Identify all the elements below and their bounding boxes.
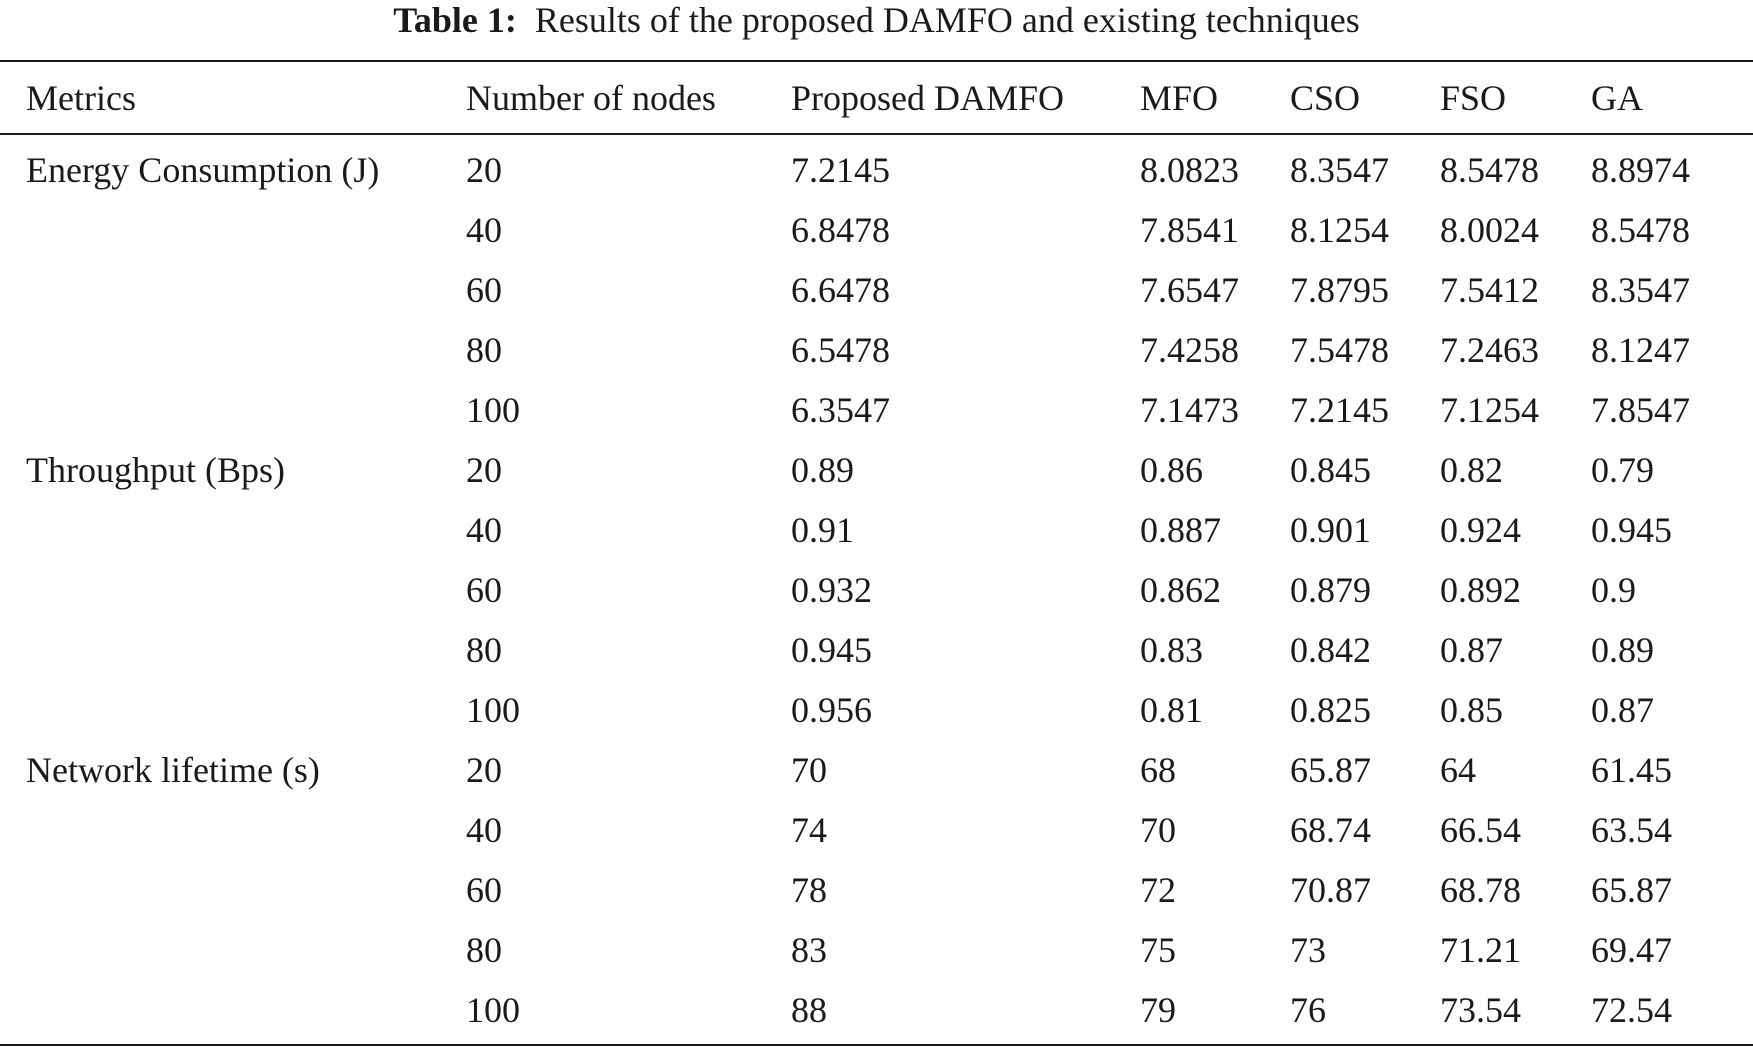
metric-label: Energy Consumption (J) xyxy=(26,150,380,190)
node-count-cell: 60 xyxy=(466,870,502,910)
value-cell: 0.9 xyxy=(1591,570,1636,610)
value-cell: 68.78 xyxy=(1440,870,1521,910)
metric-label: Network lifetime (s) xyxy=(26,750,320,790)
table-caption xyxy=(0,0,1753,40)
node-count-cell: 40 xyxy=(466,810,502,850)
value-cell: 79 xyxy=(1140,990,1176,1030)
table-bottom-rule xyxy=(0,1044,1753,1046)
value-cell: 0.89 xyxy=(1591,630,1654,670)
value-cell: 70 xyxy=(1140,810,1176,850)
value-cell: 65.87 xyxy=(1591,870,1672,910)
node-count-cell: 20 xyxy=(466,150,502,190)
value-cell: 7.8547 xyxy=(1591,390,1690,430)
column-header: GA xyxy=(1591,78,1643,118)
value-cell: 0.892 xyxy=(1440,570,1521,610)
value-cell: 83 xyxy=(791,930,827,970)
value-cell: 0.862 xyxy=(1140,570,1221,610)
value-cell: 73 xyxy=(1290,930,1326,970)
value-cell: 0.87 xyxy=(1591,690,1654,730)
value-cell: 73.54 xyxy=(1440,990,1521,1030)
value-cell: 0.945 xyxy=(791,630,872,670)
value-cell: 7.5412 xyxy=(1440,270,1539,310)
value-cell: 0.842 xyxy=(1290,630,1371,670)
value-cell: 65.87 xyxy=(1290,750,1371,790)
value-cell: 70.87 xyxy=(1290,870,1371,910)
value-cell: 6.8478 xyxy=(791,210,890,250)
node-count-cell: 40 xyxy=(466,210,502,250)
value-cell: 0.901 xyxy=(1290,510,1371,550)
value-cell: 64 xyxy=(1440,750,1476,790)
node-count-cell: 100 xyxy=(466,690,520,730)
value-cell: 7.6547 xyxy=(1140,270,1239,310)
value-cell: 0.879 xyxy=(1290,570,1371,610)
value-cell: 7.8795 xyxy=(1290,270,1389,310)
column-header: MFO xyxy=(1140,78,1219,118)
value-cell: 8.8974 xyxy=(1591,150,1690,190)
value-cell: 0.87 xyxy=(1440,630,1503,670)
value-cell: 0.956 xyxy=(791,690,872,730)
value-cell: 61.45 xyxy=(1591,750,1672,790)
value-cell: 75 xyxy=(1140,930,1176,970)
value-cell: 0.887 xyxy=(1140,510,1221,550)
value-cell: 7.8541 xyxy=(1140,210,1239,250)
node-count-cell: 20 xyxy=(466,450,502,490)
column-header: FSO xyxy=(1440,78,1507,118)
value-cell: 7.5478 xyxy=(1290,330,1389,370)
node-count-cell: 60 xyxy=(466,270,502,310)
column-header: Metrics xyxy=(26,78,136,118)
value-cell: 6.3547 xyxy=(791,390,890,430)
value-cell: 7.1254 xyxy=(1440,390,1539,430)
value-cell: 7.2145 xyxy=(791,150,890,190)
value-cell: 6.6478 xyxy=(791,270,890,310)
value-cell: 8.5478 xyxy=(1591,210,1690,250)
value-cell: 8.1247 xyxy=(1591,330,1690,370)
metric-label: Throughput (Bps) xyxy=(26,450,285,490)
value-cell: 0.82 xyxy=(1440,450,1503,490)
value-cell: 7.2145 xyxy=(1290,390,1389,430)
value-cell: 8.3547 xyxy=(1591,270,1690,310)
node-count-cell: 20 xyxy=(466,750,502,790)
node-count-cell: 80 xyxy=(466,330,502,370)
value-cell: 71.21 xyxy=(1440,930,1521,970)
value-cell: 74 xyxy=(791,810,827,850)
node-count-cell: 80 xyxy=(466,930,502,970)
value-cell: 7.2463 xyxy=(1440,330,1539,370)
value-cell: 0.83 xyxy=(1140,630,1203,670)
value-cell: 63.54 xyxy=(1591,810,1672,850)
table-header-rule xyxy=(0,133,1753,135)
value-cell: 0.845 xyxy=(1290,450,1371,490)
column-header: Number of nodes xyxy=(466,78,716,118)
value-cell: 76 xyxy=(1290,990,1326,1030)
value-cell: 0.85 xyxy=(1440,690,1503,730)
value-cell: 8.0024 xyxy=(1440,210,1539,250)
value-cell: 68.74 xyxy=(1290,810,1371,850)
value-cell: 68 xyxy=(1140,750,1176,790)
table-caption-label: Table 1: xyxy=(393,0,517,40)
node-count-cell: 80 xyxy=(466,630,502,670)
value-cell: 8.0823 xyxy=(1140,150,1239,190)
value-cell: 0.932 xyxy=(791,570,872,610)
value-cell: 0.924 xyxy=(1440,510,1521,550)
value-cell: 7.4258 xyxy=(1140,330,1239,370)
value-cell: 6.5478 xyxy=(791,330,890,370)
value-cell: 69.47 xyxy=(1591,930,1672,970)
node-count-cell: 40 xyxy=(466,510,502,550)
table-caption-text: Results of the proposed DAMFO and existing techniques xyxy=(534,0,1360,40)
value-cell: 0.79 xyxy=(1591,450,1654,490)
value-cell: 72.54 xyxy=(1591,990,1672,1030)
value-cell: 0.945 xyxy=(1591,510,1672,550)
value-cell: 0.825 xyxy=(1290,690,1371,730)
node-count-cell: 100 xyxy=(466,390,520,430)
value-cell: 66.54 xyxy=(1440,810,1521,850)
column-header: Proposed DAMFO xyxy=(791,78,1065,118)
value-cell: 8.3547 xyxy=(1290,150,1389,190)
table-top-rule xyxy=(0,60,1753,62)
node-count-cell: 60 xyxy=(466,570,502,610)
node-count-cell: 100 xyxy=(466,990,520,1030)
value-cell: 8.1254 xyxy=(1290,210,1389,250)
value-cell: 8.5478 xyxy=(1440,150,1539,190)
value-cell: 72 xyxy=(1140,870,1176,910)
value-cell: 0.91 xyxy=(791,510,854,550)
value-cell: 0.81 xyxy=(1140,690,1203,730)
value-cell: 70 xyxy=(791,750,827,790)
column-header: CSO xyxy=(1290,78,1361,118)
value-cell: 0.89 xyxy=(791,450,854,490)
value-cell: 78 xyxy=(791,870,827,910)
value-cell: 0.86 xyxy=(1140,450,1203,490)
value-cell: 88 xyxy=(791,990,827,1030)
value-cell: 7.1473 xyxy=(1140,390,1239,430)
